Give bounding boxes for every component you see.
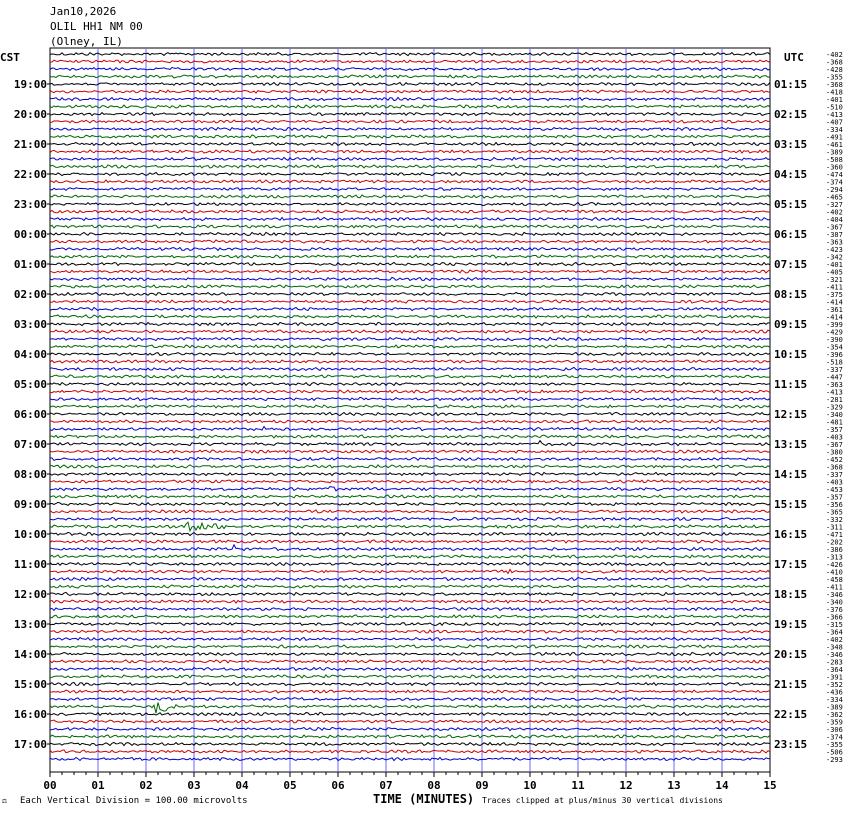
seismic-trace <box>50 585 770 588</box>
seismic-trace <box>50 441 770 446</box>
x-tick-label: 11 <box>571 779 585 792</box>
seismic-trace <box>50 105 770 108</box>
trace-value-label: -321 <box>826 276 843 284</box>
right-axis-label: UTC <box>784 51 804 64</box>
trace-value-label: -360 <box>826 163 843 172</box>
cst-hour-label: 20:00 <box>13 108 47 121</box>
utc-hour-label: 17:15 <box>774 558 808 571</box>
seismic-trace <box>50 450 770 453</box>
seismic-trace <box>50 742 770 745</box>
seismic-trace <box>50 600 770 603</box>
trace-value-label: -340 <box>826 598 843 607</box>
seismic-trace <box>50 292 770 295</box>
cst-hour-label: 16:00 <box>13 708 47 721</box>
trace-value-label: -352 <box>826 681 843 689</box>
trace-value-label: -418 <box>826 88 843 97</box>
seismic-trace <box>50 90 770 93</box>
utc-hour-label: 08:15 <box>774 288 808 301</box>
seismic-trace <box>50 390 770 393</box>
trace-value-label: -390 <box>826 336 843 344</box>
trace-value-label: -367 <box>826 223 843 232</box>
cst-hour-label: 00:00 <box>13 228 47 241</box>
station-code: OLIL HH1 NM 00 <box>50 20 143 33</box>
x-tick-label: 07 <box>379 779 393 792</box>
x-tick-label: 13 <box>667 779 681 792</box>
cst-hour-label: 03:00 <box>13 318 47 331</box>
trace-value-label: -283 <box>826 658 843 667</box>
utc-hour-label: 05:15 <box>774 198 808 211</box>
seismic-trace <box>50 165 770 168</box>
trace-value-label: -426 <box>826 561 843 569</box>
x-tick-label: 15 <box>763 779 777 792</box>
trace-value-label: -334 <box>826 696 843 704</box>
seismic-trace <box>50 330 770 333</box>
seismic-trace <box>50 150 770 153</box>
seismic-trace <box>50 375 770 378</box>
cst-hour-label: 19:00 <box>13 78 47 91</box>
seismic-trace <box>50 120 770 123</box>
trace-value-label: -402 <box>826 51 843 59</box>
seismic-trace <box>50 465 770 468</box>
trace-value-label: -410 <box>826 568 843 577</box>
seismic-trace <box>50 157 770 160</box>
trace-value-label: -315 <box>826 621 843 629</box>
trace-value-label: -510 <box>826 103 843 112</box>
seismic-trace <box>50 97 770 100</box>
seismic-trace <box>50 660 770 663</box>
seismic-trace <box>50 262 770 265</box>
utc-hour-label: 03:15 <box>774 138 808 151</box>
cst-hour-label: 13:00 <box>13 618 47 631</box>
seismic-trace <box>50 195 770 198</box>
trace-value-label: -387 <box>826 231 843 239</box>
utc-hour-label: 12:15 <box>774 408 808 421</box>
trace-value-label: -313 <box>826 553 843 562</box>
seismic-trace <box>50 545 770 551</box>
trace-value-label: -402 <box>826 208 843 217</box>
utc-hour-label: 19:15 <box>774 618 808 631</box>
seismic-trace <box>50 645 770 648</box>
trace-value-label: -357 <box>826 493 843 502</box>
trace-value-label: -506 <box>826 748 843 757</box>
trace-value-label: -389 <box>826 703 843 712</box>
utc-hour-label: 14:15 <box>774 468 808 481</box>
trace-value-label: -411 <box>826 583 843 592</box>
seismic-trace <box>50 277 770 280</box>
x-tick-label: 05 <box>283 779 297 792</box>
trace-value-label: -327 <box>826 201 843 209</box>
trace-value-label: -447 <box>826 373 843 382</box>
trace-value-label: -361 <box>826 306 843 314</box>
trace-value-label: -364 <box>826 666 843 674</box>
x-tick-label: 04 <box>235 779 249 792</box>
trace-value-label: -332 <box>826 516 843 524</box>
trace-value-label: -365 <box>826 508 843 517</box>
trace-value-label: -374 <box>826 733 843 742</box>
seismic-trace <box>50 217 770 220</box>
cst-hour-label: 08:00 <box>13 468 47 481</box>
seismic-trace <box>50 247 770 250</box>
seismic-trace <box>50 757 770 760</box>
x-tick-label: 08 <box>427 779 441 792</box>
seismic-trace <box>50 502 770 505</box>
trace-value-label: -461 <box>826 141 843 149</box>
seismic-trace <box>50 750 770 753</box>
seismic-trace <box>50 397 770 400</box>
seismic-trace <box>50 127 770 130</box>
x-tick-label: 00 <box>43 779 57 792</box>
clip-note: Traces clipped at plus/minus 30 vertical divisions <box>482 796 723 805</box>
trace-value-label: -389 <box>826 148 843 157</box>
trace-value-label: -337 <box>826 471 843 479</box>
utc-hour-label: 22:15 <box>774 708 808 721</box>
seismic-trace <box>50 307 770 310</box>
x-tick-label: 03 <box>187 779 201 792</box>
cst-hour-label: 14:00 <box>13 648 47 661</box>
seismic-trace <box>50 480 770 483</box>
seismic-trace <box>50 577 770 580</box>
utc-hour-label: 06:15 <box>774 228 808 241</box>
utc-hour-label: 16:15 <box>774 528 808 541</box>
cst-hour-label: 22:00 <box>13 168 47 181</box>
seismic-trace <box>50 383 770 386</box>
seismic-trace <box>50 703 770 714</box>
trace-value-label: -403 <box>826 433 843 442</box>
trace-value-label: -491 <box>826 133 843 142</box>
trace-value-label: -380 <box>826 448 843 457</box>
x-axis-title: TIME (MINUTES) <box>373 792 475 806</box>
seismic-trace <box>50 540 770 543</box>
seismic-trace <box>50 495 770 498</box>
trace-value-label: -401 <box>826 261 843 269</box>
cst-hour-label: 15:00 <box>13 678 47 691</box>
seismic-trace <box>50 315 770 318</box>
trace-value-label: -368 <box>826 81 843 89</box>
trace-value-label: -294 <box>826 186 843 194</box>
trace-value-label: -465 <box>826 193 843 202</box>
seismic-trace <box>50 412 770 415</box>
trace-value-label: -458 <box>826 576 843 584</box>
trace-value-label: -346 <box>826 651 843 659</box>
seismic-trace <box>50 652 770 655</box>
seismic-trace <box>50 569 770 573</box>
seismic-trace <box>50 135 770 138</box>
seismic-trace <box>50 232 770 235</box>
trace-value-label: -357 <box>826 426 843 434</box>
seismic-trace <box>50 697 770 700</box>
trace-value-label: -403 <box>826 478 843 487</box>
seismic-trace <box>50 322 770 325</box>
trace-value-label: -436 <box>826 688 843 697</box>
trace-value-label: -423 <box>826 246 843 254</box>
trace-value-label: -481 <box>826 418 843 427</box>
trace-value-label: -363 <box>826 238 843 247</box>
trace-value-label: -414 <box>826 313 843 322</box>
corner-logo-icon: ⚖ <box>2 796 7 805</box>
seismic-trace <box>50 457 770 460</box>
cst-hour-label: 04:00 <box>13 348 47 361</box>
x-tick-label: 09 <box>475 779 489 792</box>
seismic-trace <box>50 202 770 205</box>
seismic-trace <box>50 405 770 408</box>
seismic-trace <box>50 667 770 670</box>
cst-hour-label: 01:00 <box>13 258 47 271</box>
seismic-trace <box>50 510 770 513</box>
trace-value-label: -405 <box>826 268 843 277</box>
trace-value-label: -374 <box>826 178 843 187</box>
trace-value-label: -386 <box>826 546 843 554</box>
seismic-trace <box>50 562 770 565</box>
seismic-trace <box>50 60 770 63</box>
trace-value-label: -453 <box>826 486 843 494</box>
trace-value-label: -346 <box>826 591 843 599</box>
seismic-trace <box>50 300 770 303</box>
seismic-trace <box>50 682 770 685</box>
seismic-trace <box>50 210 770 213</box>
trace-value-label: -359 <box>826 718 843 727</box>
trace-value-label: -355 <box>826 741 843 749</box>
trace-value-label: -452 <box>826 456 843 464</box>
trace-value-label: -202 <box>826 538 843 547</box>
trace-value-label: -518 <box>826 358 843 367</box>
seismic-trace <box>50 180 770 183</box>
seismic-trace <box>50 427 770 431</box>
utc-hour-label: 11:15 <box>774 378 808 391</box>
utc-hour-label: 01:15 <box>774 78 808 91</box>
trace-value-label: -293 <box>826 756 843 764</box>
seismic-trace <box>50 82 770 85</box>
seismic-trace <box>50 487 770 491</box>
seismic-trace <box>50 53 770 56</box>
seismic-trace <box>50 172 770 175</box>
cst-hour-label: 23:00 <box>13 198 47 211</box>
seismic-trace <box>50 352 770 355</box>
trace-value-label: -399 <box>826 321 843 329</box>
seismic-trace <box>50 712 770 715</box>
x-tick-label: 14 <box>715 779 729 792</box>
seismic-trace <box>50 630 770 633</box>
trace-value-label: -376 <box>826 606 843 614</box>
cst-hour-label: 17:00 <box>13 738 47 751</box>
seismic-trace <box>50 255 770 258</box>
trace-value-label: -362 <box>826 711 843 719</box>
seismic-trace <box>50 285 770 288</box>
utc-hour-label: 09:15 <box>774 318 808 331</box>
trace-value-label: -363 <box>826 381 843 389</box>
x-tick-label: 02 <box>139 779 153 792</box>
seismic-trace <box>50 532 770 535</box>
trace-value-label: -329 <box>826 403 843 412</box>
seismic-trace <box>50 555 770 558</box>
trace-value-label: -366 <box>826 613 843 622</box>
trace-value-label: -391 <box>826 673 843 682</box>
seismic-trace <box>50 360 770 363</box>
trace-value-label: -340 <box>826 411 843 419</box>
utc-hour-label: 15:15 <box>774 498 808 511</box>
trace-value-label: -411 <box>826 283 843 292</box>
x-tick-label: 06 <box>331 779 345 792</box>
seismic-trace <box>50 345 770 348</box>
seismic-trace <box>50 225 770 228</box>
trace-value-label: -281 <box>826 396 843 404</box>
trace-value-label: -368 <box>826 463 843 472</box>
seismic-trace <box>50 622 770 625</box>
trace-value-label: -354 <box>826 343 843 352</box>
utc-hour-label: 07:15 <box>774 258 808 271</box>
trace-value-label: -428 <box>826 66 843 74</box>
seismic-trace <box>50 607 770 610</box>
seismic-trace <box>50 420 770 423</box>
trace-value-label: -368 <box>826 58 843 67</box>
scale-note: Each Vertical Division = 100.00 microvolts <box>20 796 248 806</box>
cst-hour-label: 05:00 <box>13 378 47 391</box>
seismic-trace <box>50 522 770 531</box>
trace-value-label: -414 <box>826 298 843 307</box>
x-tick-label: 10 <box>523 779 537 792</box>
seismic-trace <box>50 270 770 273</box>
trace-value-label: -471 <box>826 531 843 539</box>
trace-value-label: -355 <box>826 73 843 82</box>
trace-value-label: -474 <box>826 171 843 179</box>
seismic-trace <box>50 690 770 693</box>
trace-value-label: -413 <box>826 111 843 119</box>
trace-value-label: -364 <box>826 628 843 637</box>
trace-value-label: -401 <box>826 96 843 104</box>
utc-hour-label: 13:15 <box>774 438 808 451</box>
cst-hour-label: 07:00 <box>13 438 47 451</box>
cst-hour-label: 02:00 <box>13 288 47 301</box>
trace-value-label: -402 <box>826 636 843 644</box>
utc-hour-label: 04:15 <box>774 168 808 181</box>
cst-hour-label: 09:00 <box>13 498 47 511</box>
seismic-trace <box>50 435 770 438</box>
utc-hour-label: 02:15 <box>774 108 808 121</box>
trace-value-label: -367 <box>826 441 843 449</box>
trace-value-label: -407 <box>826 118 843 127</box>
trace-value-label: -396 <box>826 351 843 359</box>
seismic-trace <box>50 720 770 723</box>
left-axis-label: CST <box>0 51 20 64</box>
seismic-trace <box>50 142 770 145</box>
seismic-trace <box>50 517 770 520</box>
trace-value-label: -334 <box>826 126 843 134</box>
seismic-trace <box>50 337 770 340</box>
seismic-trace <box>50 75 770 78</box>
trace-value-label: -311 <box>826 523 843 532</box>
seismic-trace <box>50 367 770 370</box>
cst-hour-label: 12:00 <box>13 588 47 601</box>
seismic-trace <box>50 637 770 640</box>
seismic-trace <box>50 735 770 738</box>
seismic-trace <box>50 615 770 618</box>
x-tick-label: 12 <box>619 779 633 792</box>
seismic-trace <box>50 675 770 678</box>
trace-value-label: -404 <box>826 216 843 224</box>
utc-hour-label: 10:15 <box>774 348 808 361</box>
trace-value-label: -356 <box>826 501 843 509</box>
utc-hour-label: 21:15 <box>774 678 808 691</box>
record-date: Jan10,2026 <box>50 5 117 18</box>
trace-value-label: -342 <box>826 253 843 262</box>
seismic-trace <box>50 240 770 243</box>
trace-value-label: -413 <box>826 388 843 397</box>
utc-hour-label: 20:15 <box>774 648 808 661</box>
trace-value-label: -348 <box>826 643 843 652</box>
plot-frame <box>50 48 770 772</box>
seismic-trace <box>50 113 770 116</box>
trace-value-label: -429 <box>826 328 843 337</box>
cst-hour-label: 21:00 <box>13 138 47 151</box>
trace-value-label: -306 <box>826 726 843 734</box>
cst-hour-label: 11:00 <box>13 558 47 571</box>
trace-value-label: -375 <box>826 291 843 299</box>
seismic-trace <box>50 67 770 70</box>
station-location: (Olney, IL) <box>50 35 123 48</box>
utc-hour-label: 23:15 <box>774 738 808 751</box>
cst-hour-label: 10:00 <box>13 528 47 541</box>
x-tick-label: 01 <box>91 779 105 792</box>
trace-value-label: -508 <box>826 156 843 164</box>
cst-hour-label: 06:00 <box>13 408 47 421</box>
seismic-trace <box>50 188 770 191</box>
trace-value-label: -337 <box>826 366 843 374</box>
seismic-trace <box>50 592 770 595</box>
seismic-trace <box>50 727 770 730</box>
utc-hour-label: 18:15 <box>774 588 808 601</box>
seismic-trace <box>50 472 770 475</box>
